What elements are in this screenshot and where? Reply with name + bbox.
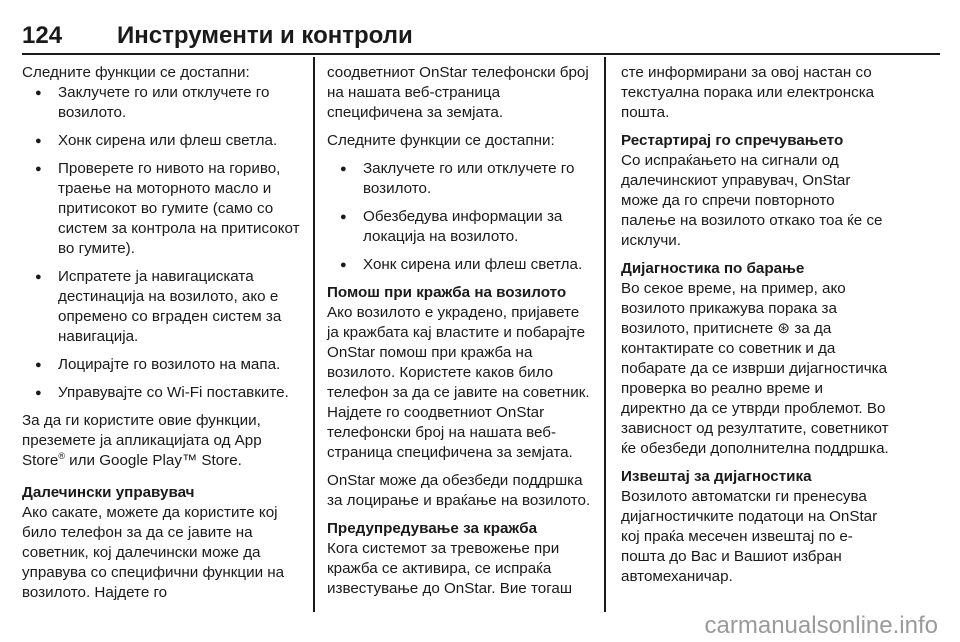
- section-body: [621, 279, 891, 459]
- list-item: ● Управувајте со Wi-Fi поставките.: [22, 383, 307, 403]
- app-paragraph: [22, 411, 307, 471]
- section-body: соодветниот OnStar телефонски број на нашата веб-страница специфичена за земјата.: [327, 64, 589, 121]
- section-heading: Помош при кражба на возилото: [327, 284, 567, 301]
- section-body: OnStar може да обезбеди поддршка за лоцирање и враќање на возилото.: [327, 472, 591, 509]
- list-item: ● Испратете ја навигациската дестинација на возилото, ако е опремено со вграден систем за навигација.: [22, 267, 307, 347]
- features-intro: Следните функции се достапни:: [22, 64, 250, 81]
- list-item: ● Заклучете го или отклучете го возилото.: [22, 83, 307, 123]
- registered-mark: ®: [58, 450, 65, 461]
- section-heading: Рестартирај го спречувањето: [621, 132, 844, 149]
- features-list: [22, 83, 307, 403]
- section-body: Ако возилото е украдено, пријавете ја кражбата кај властите и побарајте OnStar помош при кражба на возилото. Користете каков било телефон за да се јавите на советник. Најдете го соодветниот OnStar телефонски број на нашата веб-страница специфичена за земјата.: [327, 304, 590, 461]
- list-item: ● Хонк сирена или флеш светла.: [22, 131, 307, 151]
- list-item: ● Обезбедува информации за локација на возилото.: [327, 207, 595, 247]
- app-text: За да ги користите овие функции, преземете ја апликацијата од App Store: [22, 412, 262, 469]
- onstar-button-icon: ⊛: [777, 320, 791, 337]
- section-heading: Дијагностика по барање: [621, 260, 805, 277]
- page-title: Инструменти и контроли: [117, 22, 413, 49]
- page-number: 124: [22, 22, 63, 49]
- app-text-end: или Google Play™ Store.: [64, 452, 242, 469]
- features-intro: Следните функции се достапни:: [327, 132, 555, 149]
- column-divider-2: [604, 57, 606, 612]
- section-heading: Далечински управувач: [22, 484, 195, 501]
- column-2: [327, 63, 595, 607]
- section-body: Возилото автоматски ги пренесува дијагностичките податоци на OnStar кој праќа месечен извештај по е-пошта до Вас и Вашиот избран автомеханичар.: [621, 488, 878, 585]
- list-item: ● Проверете го нивото на гориво, траење на моторното масло и притисокот во гумите (само со систем за контрола на притисокот во гумите).: [22, 159, 307, 259]
- section-body: Ако сакате, можете да користите кој било телефон за да се јавите на советник, кој далечински може да управува со специфични функции на возилото. Најдете го: [22, 504, 285, 601]
- section-heading: Предупредување за кражба: [327, 520, 538, 537]
- column-3: [621, 63, 891, 595]
- section-heading: Извештај за дијагностика: [621, 468, 812, 485]
- list-item: ● Хонк сирена или флеш светла.: [327, 255, 595, 275]
- watermark: carmanualsonline.info: [704, 612, 938, 639]
- section-body: Кога системот за тревожење при кражба се активира, се испраќа известување до OnStar. Вие тогаш: [327, 540, 573, 597]
- column-divider-1: [313, 57, 315, 612]
- list-item: ● Заклучете го или отклучете го возилото.: [327, 159, 595, 199]
- section-body: Со испраќањето на сигнали од далечинскиот управувач, OnStar може да го спречи повторното палење на возилото откако тоа ќе се исклучи.: [621, 152, 883, 249]
- diag-text: Во секое време, на пример, ако возилото прикажува порака за возилото, притиснете: [621, 280, 846, 337]
- diag-text-end: за да контактирате со советник и да побарате да се изврши дијагностичка проверка во реално време и директно да се утврди проблемот. Во зависност од резултатите, советникот ќе обезбеди дополнителна поддршка.: [621, 320, 889, 457]
- list-item: ● Лоцирајте го возилото на мапа.: [22, 355, 307, 375]
- features-list: [327, 159, 595, 275]
- section-body: сте информирани за овој настан со текстуална порака или електронска пошта.: [621, 64, 875, 121]
- header-rule: [22, 53, 940, 55]
- column-1: [22, 63, 307, 611]
